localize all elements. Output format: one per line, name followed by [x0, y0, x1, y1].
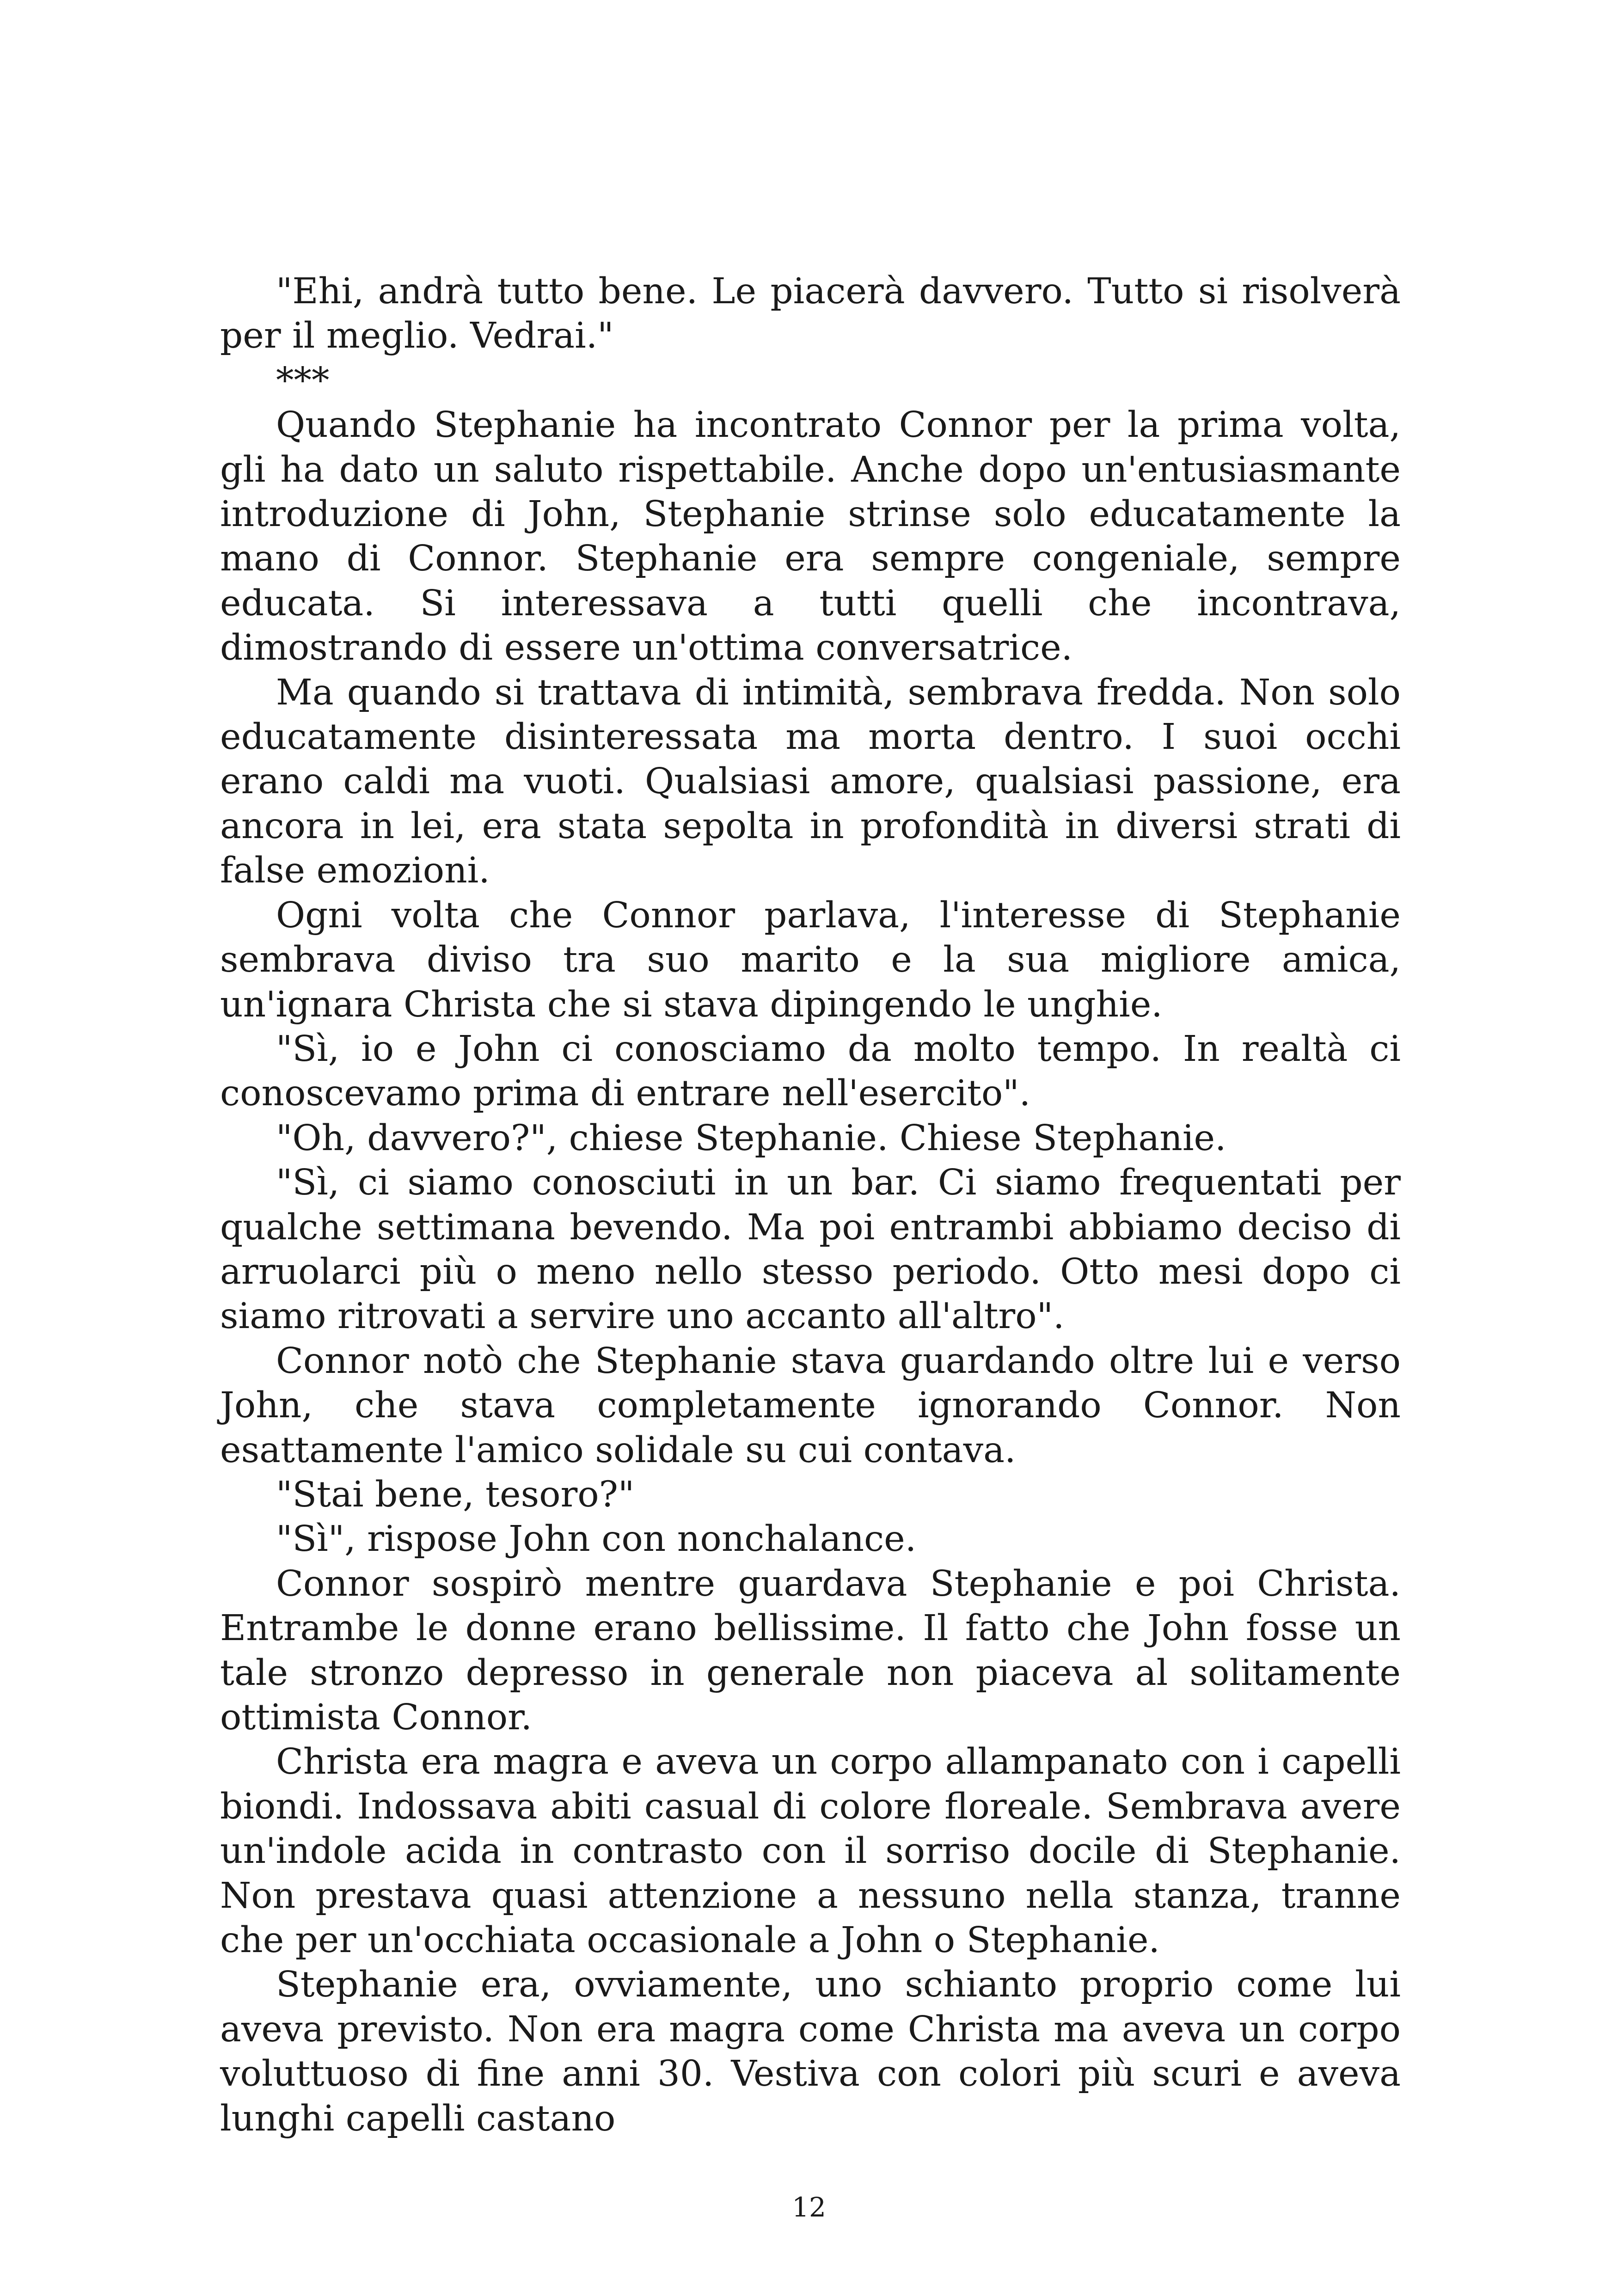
paragraph: Stephanie era, ovviamente, uno schianto proprio come lui aveva previsto. Non era magra come Christa ma aveva un corpo voluttuoso di fine anni 30. Vestiva con colori più scuri e aveva lunghi capelli castano [220, 1964, 1401, 2139]
scene-break: *** [276, 360, 330, 401]
paragraph: "Stai bene, tesoro?" [276, 1474, 635, 1515]
paragraph: Ogni volta che Connor parlava, l'interesse di Stephanie sembrava diviso tra suo marito e la sua migliore amica, un'ignara Christa che si stava dipingendo le unghie. [220, 894, 1401, 1025]
paragraph: Connor sospirò mentre guardava Stephanie e poi Christa. Entrambe le donne erano bellissime. Il fatto che John fosse un tale stronzo depresso in generale non piaceva al solitamente ottimista Connor. [220, 1563, 1401, 1738]
paragraph: Ma quando si trattava di intimità, sembrava fredda. Non solo educatamente disinteressata ma morta dentro. I suoi occhi erano caldi ma vuoti. Qualsiasi amore, qualsiasi passione, era ancora in lei, era stata sepolta in profondità in diversi strati di false emozioni. [220, 672, 1401, 892]
paragraph: Connor notò che Stephanie stava guardando oltre lui e verso John, che stava completamente ignorando Connor. Non esattamente l'amico solidale su cui contava. [220, 1340, 1401, 1471]
body-text [220, 269, 1401, 2141]
paragraph: "Oh, davvero?", chiese Stephanie. Chiese Stephanie. [276, 1117, 1226, 1159]
paragraph: "Sì, io e John ci conosciamo da molto tempo. In realtà ci conoscevamo prima di entrare nell'esercito". [220, 1028, 1401, 1114]
paragraph: "Sì, ci siamo conosciuti in un bar. Ci siamo frequentati per qualche settimana bevendo. Ma poi entrambi abbiamo deciso di arruolarci più o meno nello stesso periodo. Otto mesi dopo ci siamo ritrovati a servire uno accanto all'altro". [220, 1162, 1401, 1337]
paragraph: Quando Stephanie ha incontrato Connor per la prima volta, gli ha dato un saluto rispettabile. Anche dopo un'entusiasmante introduzione di John, Stephanie strinse solo educatamente la mano di Connor. Stephanie era sempre congeniale, sempre educata. Si interessava a tutti quelli che incontrava, dimostrando di essere un'ottima conversatrice. [220, 404, 1401, 669]
paragraph: Christa era magra e aveva un corpo allampanato con i capelli biondi. Indossava abiti casual di colore floreale. Sembrava avere un'indole acida in contrasto con il sorriso docile di Stephanie. Non prestava quasi attenzione a nessuno nella stanza, tranne che per un'occhiata occasionale a John o Stephanie. [220, 1741, 1401, 1961]
page-number: 12 [792, 2192, 826, 2223]
paragraph: "Ehi, andrà tutto bene. Le piacerà davvero. Tutto si risolverà per il meglio. Vedrai." [220, 271, 1401, 357]
paragraph: "Sì", rispose John con nonchalance. [276, 1518, 917, 1560]
